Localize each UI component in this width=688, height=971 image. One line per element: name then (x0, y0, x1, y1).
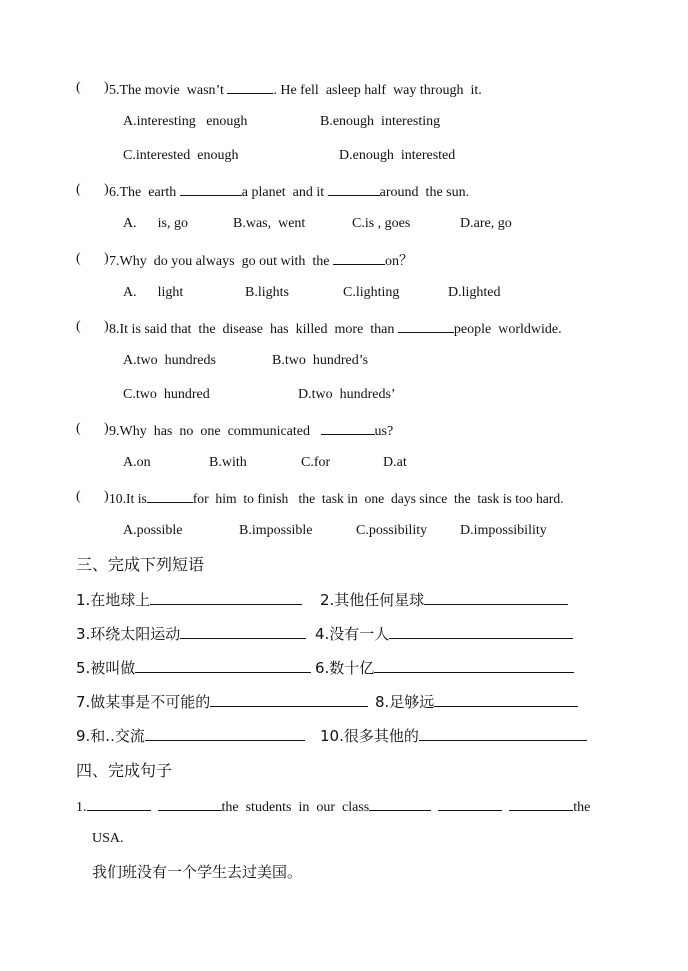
answer-bracket-close: ) (104, 489, 109, 504)
answer-blank[interactable] (150, 590, 302, 605)
phrase-item (76, 726, 305, 746)
answer-bracket-close: ) (104, 251, 109, 266)
answer-blank[interactable] (180, 624, 306, 639)
phrase-label: 8.足够远 (375, 693, 435, 711)
option-b[interactable]: B.enough interesting (320, 114, 441, 129)
stem-text: 6.The earth (109, 185, 177, 200)
phrase-label: 1.在地球上 (76, 591, 151, 609)
answer-blank[interactable] (328, 181, 380, 196)
phrase-item (315, 624, 573, 644)
answer-blank[interactable] (374, 658, 574, 673)
stem-text: around the sun. (379, 185, 470, 200)
answer-bracket-open: ( (76, 182, 81, 197)
stem-text: a planet and it (241, 185, 325, 200)
stem-text: on？ (384, 254, 413, 269)
question-6-stem (109, 181, 469, 202)
phrase-item (76, 590, 302, 610)
answer-blank[interactable] (87, 796, 151, 811)
sentence-text: the (573, 800, 591, 815)
option-d[interactable]: D.are, go (460, 216, 512, 231)
option-d[interactable]: D.lighted (448, 285, 501, 300)
option-c[interactable]: C.for (301, 455, 331, 470)
option-c[interactable]: C.two hundred (123, 387, 210, 402)
answer-blank[interactable] (419, 726, 587, 741)
stem-text: 5.The movie wasn’t (109, 83, 224, 98)
answer-blank[interactable] (424, 590, 568, 605)
answer-bracket-open: ( (76, 251, 81, 266)
stem-text: people worldwide. (453, 322, 562, 337)
option-c[interactable]: C.is , goes (352, 216, 411, 231)
phrase-item (375, 692, 578, 712)
option-a[interactable]: A.possible (123, 523, 183, 538)
sentence-1-line (76, 796, 590, 817)
phrase-label: 10.很多其他的 (320, 727, 419, 745)
answer-bracket-close: ) (104, 80, 109, 95)
stem-text: 8.It is said that the disease has killed more than (109, 322, 395, 337)
answer-bracket-open: ( (76, 80, 81, 95)
option-a[interactable]: A.interesting enough (123, 114, 248, 129)
section-4-title: 四、完成句子 (76, 761, 173, 780)
answer-bracket-close: ) (104, 319, 109, 334)
option-c[interactable]: C.lighting (343, 285, 400, 300)
answer-blank[interactable] (389, 624, 573, 639)
sentence-text: the students in our class (221, 800, 370, 815)
sentence-1-chinese: 我们班没有一个学生去过美国。 (92, 863, 303, 881)
phrase-item (315, 658, 574, 678)
answer-bracket-open: ( (76, 319, 81, 334)
option-c[interactable]: C.possibility (356, 523, 428, 538)
answer-blank[interactable] (369, 796, 431, 811)
answer-bracket-open: ( (76, 421, 81, 436)
phrase-item (76, 692, 368, 712)
answer-bracket-close: ) (104, 182, 109, 197)
option-d[interactable]: D.at (383, 455, 407, 470)
phrase-label: 6.数十亿 (315, 659, 375, 677)
section-3-title: 三、完成下列短语 (76, 555, 205, 574)
stem-text: 7.Why do you always go out with the (109, 254, 330, 269)
stem-text: us? (374, 424, 394, 439)
answer-blank[interactable] (509, 796, 573, 811)
phrase-item (76, 624, 306, 644)
option-b[interactable]: B.two hundred’s (272, 353, 369, 368)
answer-blank[interactable] (210, 692, 368, 707)
sentence-number: 1. (76, 800, 87, 815)
answer-blank[interactable] (434, 692, 578, 707)
question-5-stem (109, 79, 482, 100)
phrase-item (320, 726, 587, 746)
stem-text: 9.Why has no one communicated (109, 424, 311, 439)
answer-blank[interactable] (147, 488, 193, 503)
question-9-stem (109, 420, 393, 441)
phrase-label: 5.被叫做 (76, 659, 136, 677)
option-a[interactable]: A.two hundreds (123, 353, 216, 368)
option-b[interactable]: B.was, went (233, 216, 306, 231)
answer-blank[interactable] (438, 796, 502, 811)
stem-text: 10.It is (109, 491, 147, 506)
option-b[interactable]: B.with (209, 455, 247, 470)
option-a[interactable]: A.on (123, 455, 151, 470)
answer-blank[interactable] (333, 250, 385, 265)
question-8-stem (109, 318, 562, 339)
option-d[interactable]: D.enough interested (339, 148, 456, 163)
phrase-label: 7.做某事是不可能的 (76, 693, 211, 711)
option-c[interactable]: C.interested enough (123, 148, 239, 163)
option-a[interactable]: A. is, go (123, 216, 188, 231)
stem-text: for him to finish the task in one days since the task is too hard. (192, 491, 564, 506)
answer-bracket-close: ) (104, 421, 109, 436)
question-7-stem (109, 250, 413, 271)
phrase-item (320, 590, 568, 610)
sentence-1-continuation: USA. (92, 831, 124, 846)
answer-blank[interactable] (180, 181, 242, 196)
answer-blank[interactable] (398, 318, 454, 333)
phrase-label: 9.和..交流 (76, 727, 145, 745)
question-10-stem (109, 488, 564, 508)
stem-text: . He fell asleep half way through it. (273, 83, 482, 98)
answer-blank[interactable] (135, 658, 311, 673)
answer-blank[interactable] (145, 726, 305, 741)
option-b[interactable]: B.lights (245, 285, 289, 300)
option-b[interactable]: B.impossible (239, 523, 313, 538)
answer-blank[interactable] (321, 420, 375, 435)
phrase-label: 2.其他任何星球 (320, 591, 425, 609)
answer-blank[interactable] (158, 796, 222, 811)
answer-bracket-open: ( (76, 489, 81, 504)
phrase-item (76, 658, 311, 678)
answer-blank[interactable] (227, 79, 273, 94)
option-d[interactable]: D.impossibility (460, 523, 547, 538)
phrase-label: 4.没有一人 (315, 625, 390, 643)
option-a[interactable]: A. light (123, 285, 184, 300)
phrase-label: 3.环绕太阳运动 (76, 625, 181, 643)
option-d[interactable]: D.two hundreds’ (298, 387, 396, 402)
